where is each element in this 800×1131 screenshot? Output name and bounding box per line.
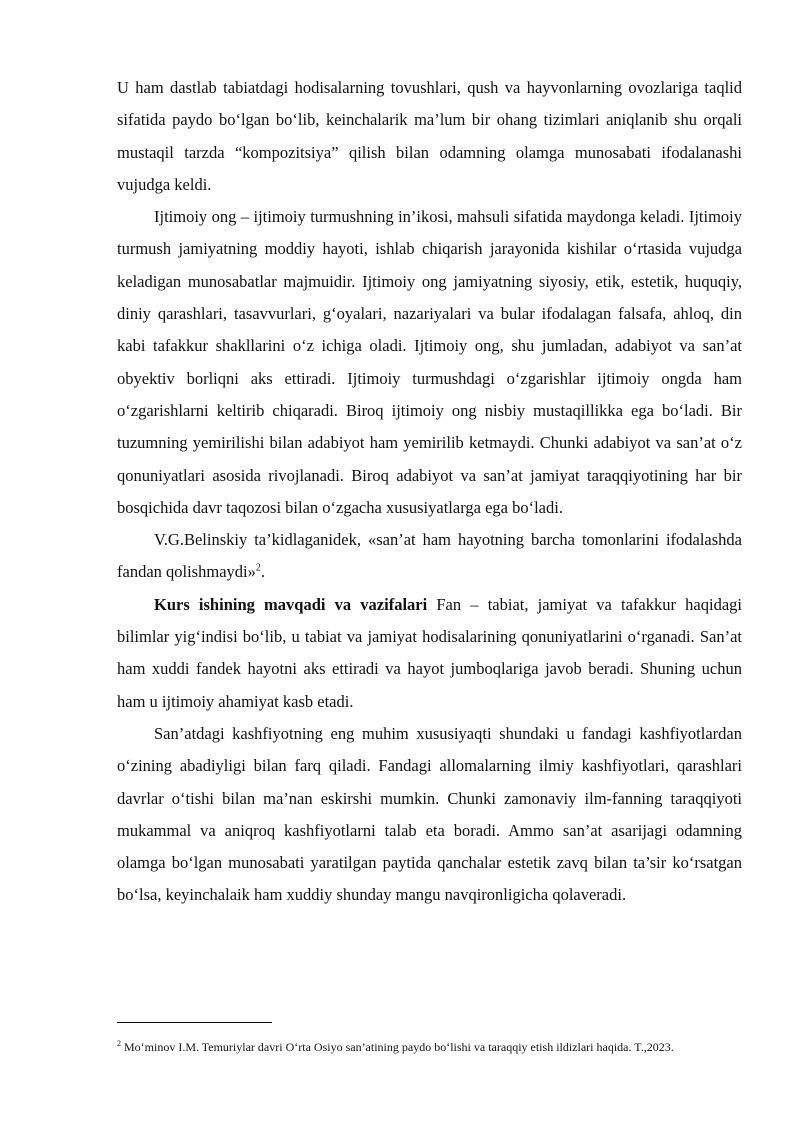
body-text: [117, 72, 742, 912]
paragraph-3: [117, 524, 742, 589]
footnote-number: 2: [117, 1039, 121, 1048]
paragraph-4: [117, 589, 742, 718]
footnote: [117, 1040, 757, 1055]
footnote-divider: [117, 1022, 272, 1023]
paragraph-3-end: .: [260, 562, 265, 582]
paragraph-3-text: V.G.Belinskiy ta’kidlaganidek, «san’at ham hayotning barcha tomonlarini ifodalashda fandan qolishmaydi»: [117, 530, 742, 582]
section-heading: Kurs ishining mavqadi va vazifalari: [154, 594, 428, 614]
paragraph-4-text: Fan – tabiat, jamiyat va tafakkur haqidagi bilimlar yig‘indisi bo‘lib, u tabiat va jamiyat hodisalarining qonuniyatlarini o‘rganadi. San’at ham xuddi fandek hayotni aks ettiradi va hayot jumboqlariga javob beradi. Shuning uchun ham u ijtimoiy ahamiyat kasb etadi.: [117, 594, 742, 711]
paragraph-2: Ijtimoiy ong – ijtimoiy turmushning in’ikosi, mahsuli sifatida maydonga keladi. Ijtimoiy turmush jamiyatning moddiy hayoti, ishlab chiqarish jarayonida kishilar o‘rtasida vujudga keladigan munosabatlar majmuidir. Ijtimoiy ong jamiyatning siyosiy, etik, estetik, huquqiy, diniy qarashlari, tasavvurlari, g‘oyalari, nazariyalari va bular ifodalagan falsafa, ahloq, din kabi tafakkur shakllarini o‘z ichiga oladi. Ijtimoiy ong, shu jumladan, adabiyot va san’at obyektiv borliqni aks ettiradi. Ijtimoiy turmushdagi o‘zgarishlar ijtimoiy ongda ham o‘zgarishlarni keltirib chiqaradi. Biroq ijtimoiy ong nisbiy mustaqillikka ega bo‘ladi. Bir tuzumning yemirilishi bilan adabiyot ham yemirilib ketmaydi. Chunki adabiyot va san’at o‘z qonuniyatlari asosida rivojlanadi. Biroq adabiyot va san’at jamiyat taraqqiyotining har bir bosqichida davr taqozosi bilan o‘zgacha xususiyatlarga ega bo‘ladi.: [117, 207, 742, 517]
paragraph-5: San’atdagi kashfiyotning eng muhim xususiyaqti shundaki u fandagi kashfiyotlardan o‘zining abadiyligi bilan farq qiladi. Fandagi allomalarning ilmiy kashfiyotlari, qarashlari davrlar o‘tishi bilan ma’nan eskirshi mumkin. Chunki zamonaviy ilm-fanning taraqqiyoti mukammal va aniqroq kashfiyotlarni talab eta boradi. Ammo san’at asarijagi odamning olamga bo‘lgan munosabati yaratilgan paytida qanchalar estetik zavq bilan ta’sir ko‘rsatgan bo‘lsa, keyinchalaik ham xuddiy shunday mangu navqironligicha qolaveradi.: [117, 723, 742, 905]
footnote-reference[interactable]: 2: [255, 562, 261, 574]
paragraph-1: U ham dastlab tabiatdagi hodisalarning tovushlari, qush va hayvonlarning ovozlariga taqlid sifatida paydo bo‘lgan bo‘lib, keinchalarik ma’lum bir ohang tizimlari aniqlanib shu orqali mustaqil tarzda “kompozitsiya” qilish bilan odamning olamga munosabati ifodalanashi vujudga keldi.: [117, 78, 742, 194]
footnote-text: Mo‘minov I.M. Temuriylar davri O‘rta Osiyo san’atining paydo bo‘lishi va taraqqiy etish ildizlari haqida. T.,2023.: [121, 1040, 674, 1054]
